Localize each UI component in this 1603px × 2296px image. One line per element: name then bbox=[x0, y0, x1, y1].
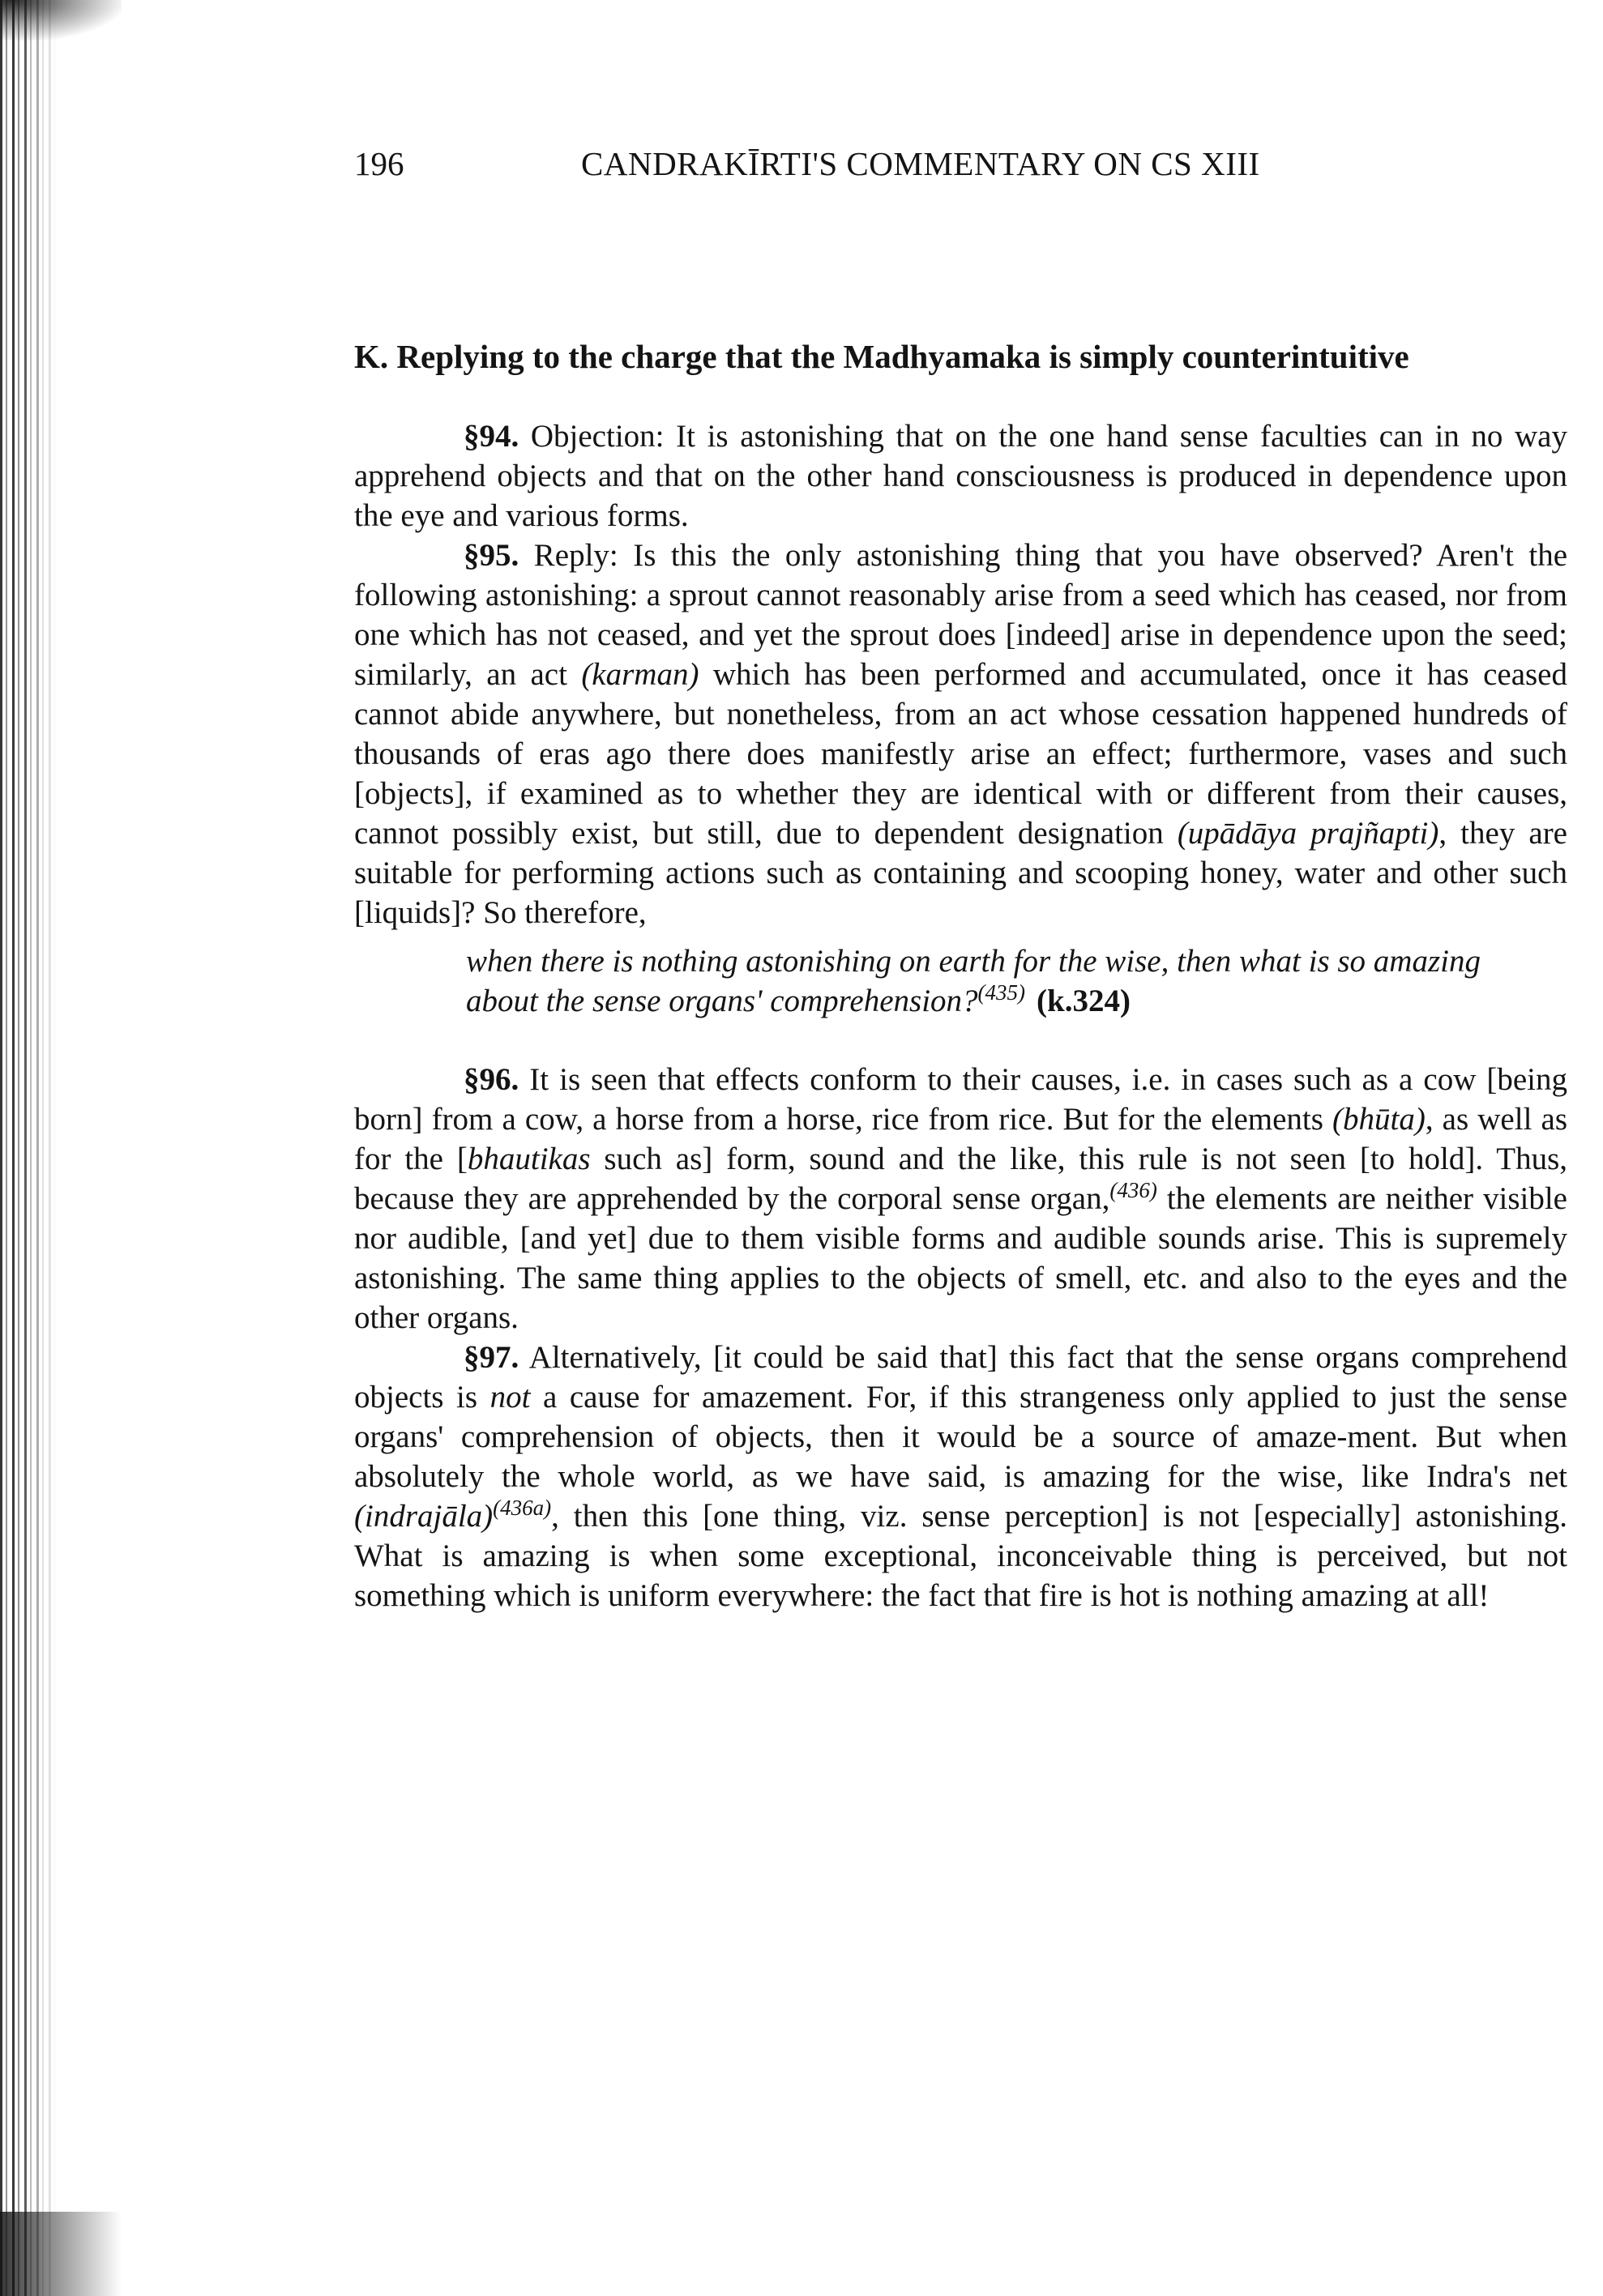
paragraph-text: which has been performed and accumulated, once it has ceased cannot abide anywhere, but nonetheless, from an act whose cessation happened hundreds of thousands of eras ago there does manifestly arise an effect; furthermore, vases and such [objects], if examined as to whether they are identical with or different from their causes, cannot possibly exist, but still, due to dependent designation bbox=[354, 657, 1567, 851]
verse-quote bbox=[466, 941, 1568, 1021]
page-number: 196 bbox=[354, 145, 404, 182]
paragraph-text: It is seen that effects conform to their causes, i.e. in cases such as a cow [being born] from a cow, a horse from a horse, rice from rice. But for the elements bbox=[354, 1062, 1568, 1137]
footnote-ref: (436a) bbox=[493, 1496, 552, 1520]
section-number: §96. bbox=[464, 1062, 519, 1097]
paragraph-text: , they are suitable for performing actions such as containing and scooping honey, water and other such [liquids]? So therefore, bbox=[354, 816, 1567, 930]
section-number: §95. bbox=[464, 538, 519, 573]
paragraph-text: Objection: It is astonishing that on the one hand sense faculties can in no way apprehend objects and that on the other hand consciousness is produced in dependence upon the eye and various forms. bbox=[354, 419, 1567, 533]
paragraphs-94-95 bbox=[354, 416, 1567, 932]
paragraphs-96-97 bbox=[354, 1060, 1567, 1615]
verse-line: when there is nothing astonishing on earth for the wise, then what is so amazing bbox=[466, 944, 1481, 979]
paragraph-text: such as] form, sound and the like, this rule is not seen [to hold]. Thus, because they are apprehended by the corporal sense organ, bbox=[354, 1142, 1568, 1216]
verse-line-text: about the sense organs' comprehension? bbox=[466, 984, 978, 1018]
scan-corner-shadow bbox=[0, 0, 122, 41]
section-number: §94. bbox=[464, 419, 519, 454]
term-upadaya-prajnapti: (upādāya prajñapti) bbox=[1177, 816, 1439, 851]
running-head bbox=[354, 139, 1570, 188]
term-karman: (karman) bbox=[581, 657, 699, 692]
term-bhuta: (bhūta) bbox=[1332, 1102, 1426, 1137]
footnote-ref: (436) bbox=[1109, 1178, 1157, 1202]
emphasis-not: not bbox=[489, 1380, 531, 1415]
paragraph-text: the elements are neither visible nor audible, [and yet] due to them visible forms and audible sounds arise. This is supremely astonishing. The same thing applies to the objects of smell, etc. and also to the eyes and the other organs. bbox=[354, 1181, 1567, 1335]
verse-line-last bbox=[466, 981, 1568, 1021]
scan-corner-shadow-bottom bbox=[0, 2212, 122, 2296]
running-title: CANDRAKĪRTI'S COMMENTARY ON CS XIII bbox=[581, 145, 1260, 182]
paragraph-94 bbox=[354, 416, 1567, 536]
karika-reference: (k.324) bbox=[1037, 984, 1131, 1018]
term-indrajala: (indrajāla) bbox=[354, 1499, 494, 1534]
paragraph-text: , then this [one thing, viz. sense perception] is not [especially] astonishing. What is amazing is when some exceptional, inconceivable thing is perceived, but not something which is uniform everywhere: the fact that fire is hot is nothing amazing at all! bbox=[354, 1499, 1567, 1613]
term-bhautikas: bhautikas bbox=[467, 1142, 591, 1176]
paragraph-text: , as well as for the [ bbox=[354, 1102, 1567, 1176]
section-heading: K. Replying to the charge that the Madhyamaka is simply counterintuitive bbox=[354, 338, 1409, 375]
paragraph-96 bbox=[354, 1060, 1567, 1338]
section-number: §97. bbox=[464, 1340, 519, 1375]
paragraph-95 bbox=[354, 536, 1567, 932]
paragraph-97 bbox=[354, 1338, 1567, 1615]
footnote-ref: (435) bbox=[977, 980, 1026, 1005]
scan-binding-edge bbox=[0, 0, 57, 2296]
paragraph-text: a cause for amazement. For, if this strangeness only applied to just the sense organs' comprehension of objects, then it would be a source of amaze-ment. But when absolutely the whole world, as we have said, is amazing for the wise, like Indra's net bbox=[354, 1380, 1568, 1494]
paragraph-text: Reply: Is this the only astonishing thing that you have observed? Aren't the following astonishing: a sprout cannot reasonably arise from a seed which has ceased, nor from one which has not ceased, and yet the sprout does [indeed] arise in dependence upon the seed; similarly, an act bbox=[354, 538, 1568, 692]
paragraph-text: Alternatively, [it could be said that] this fact that the sense organs comprehend objects is bbox=[354, 1340, 1568, 1415]
